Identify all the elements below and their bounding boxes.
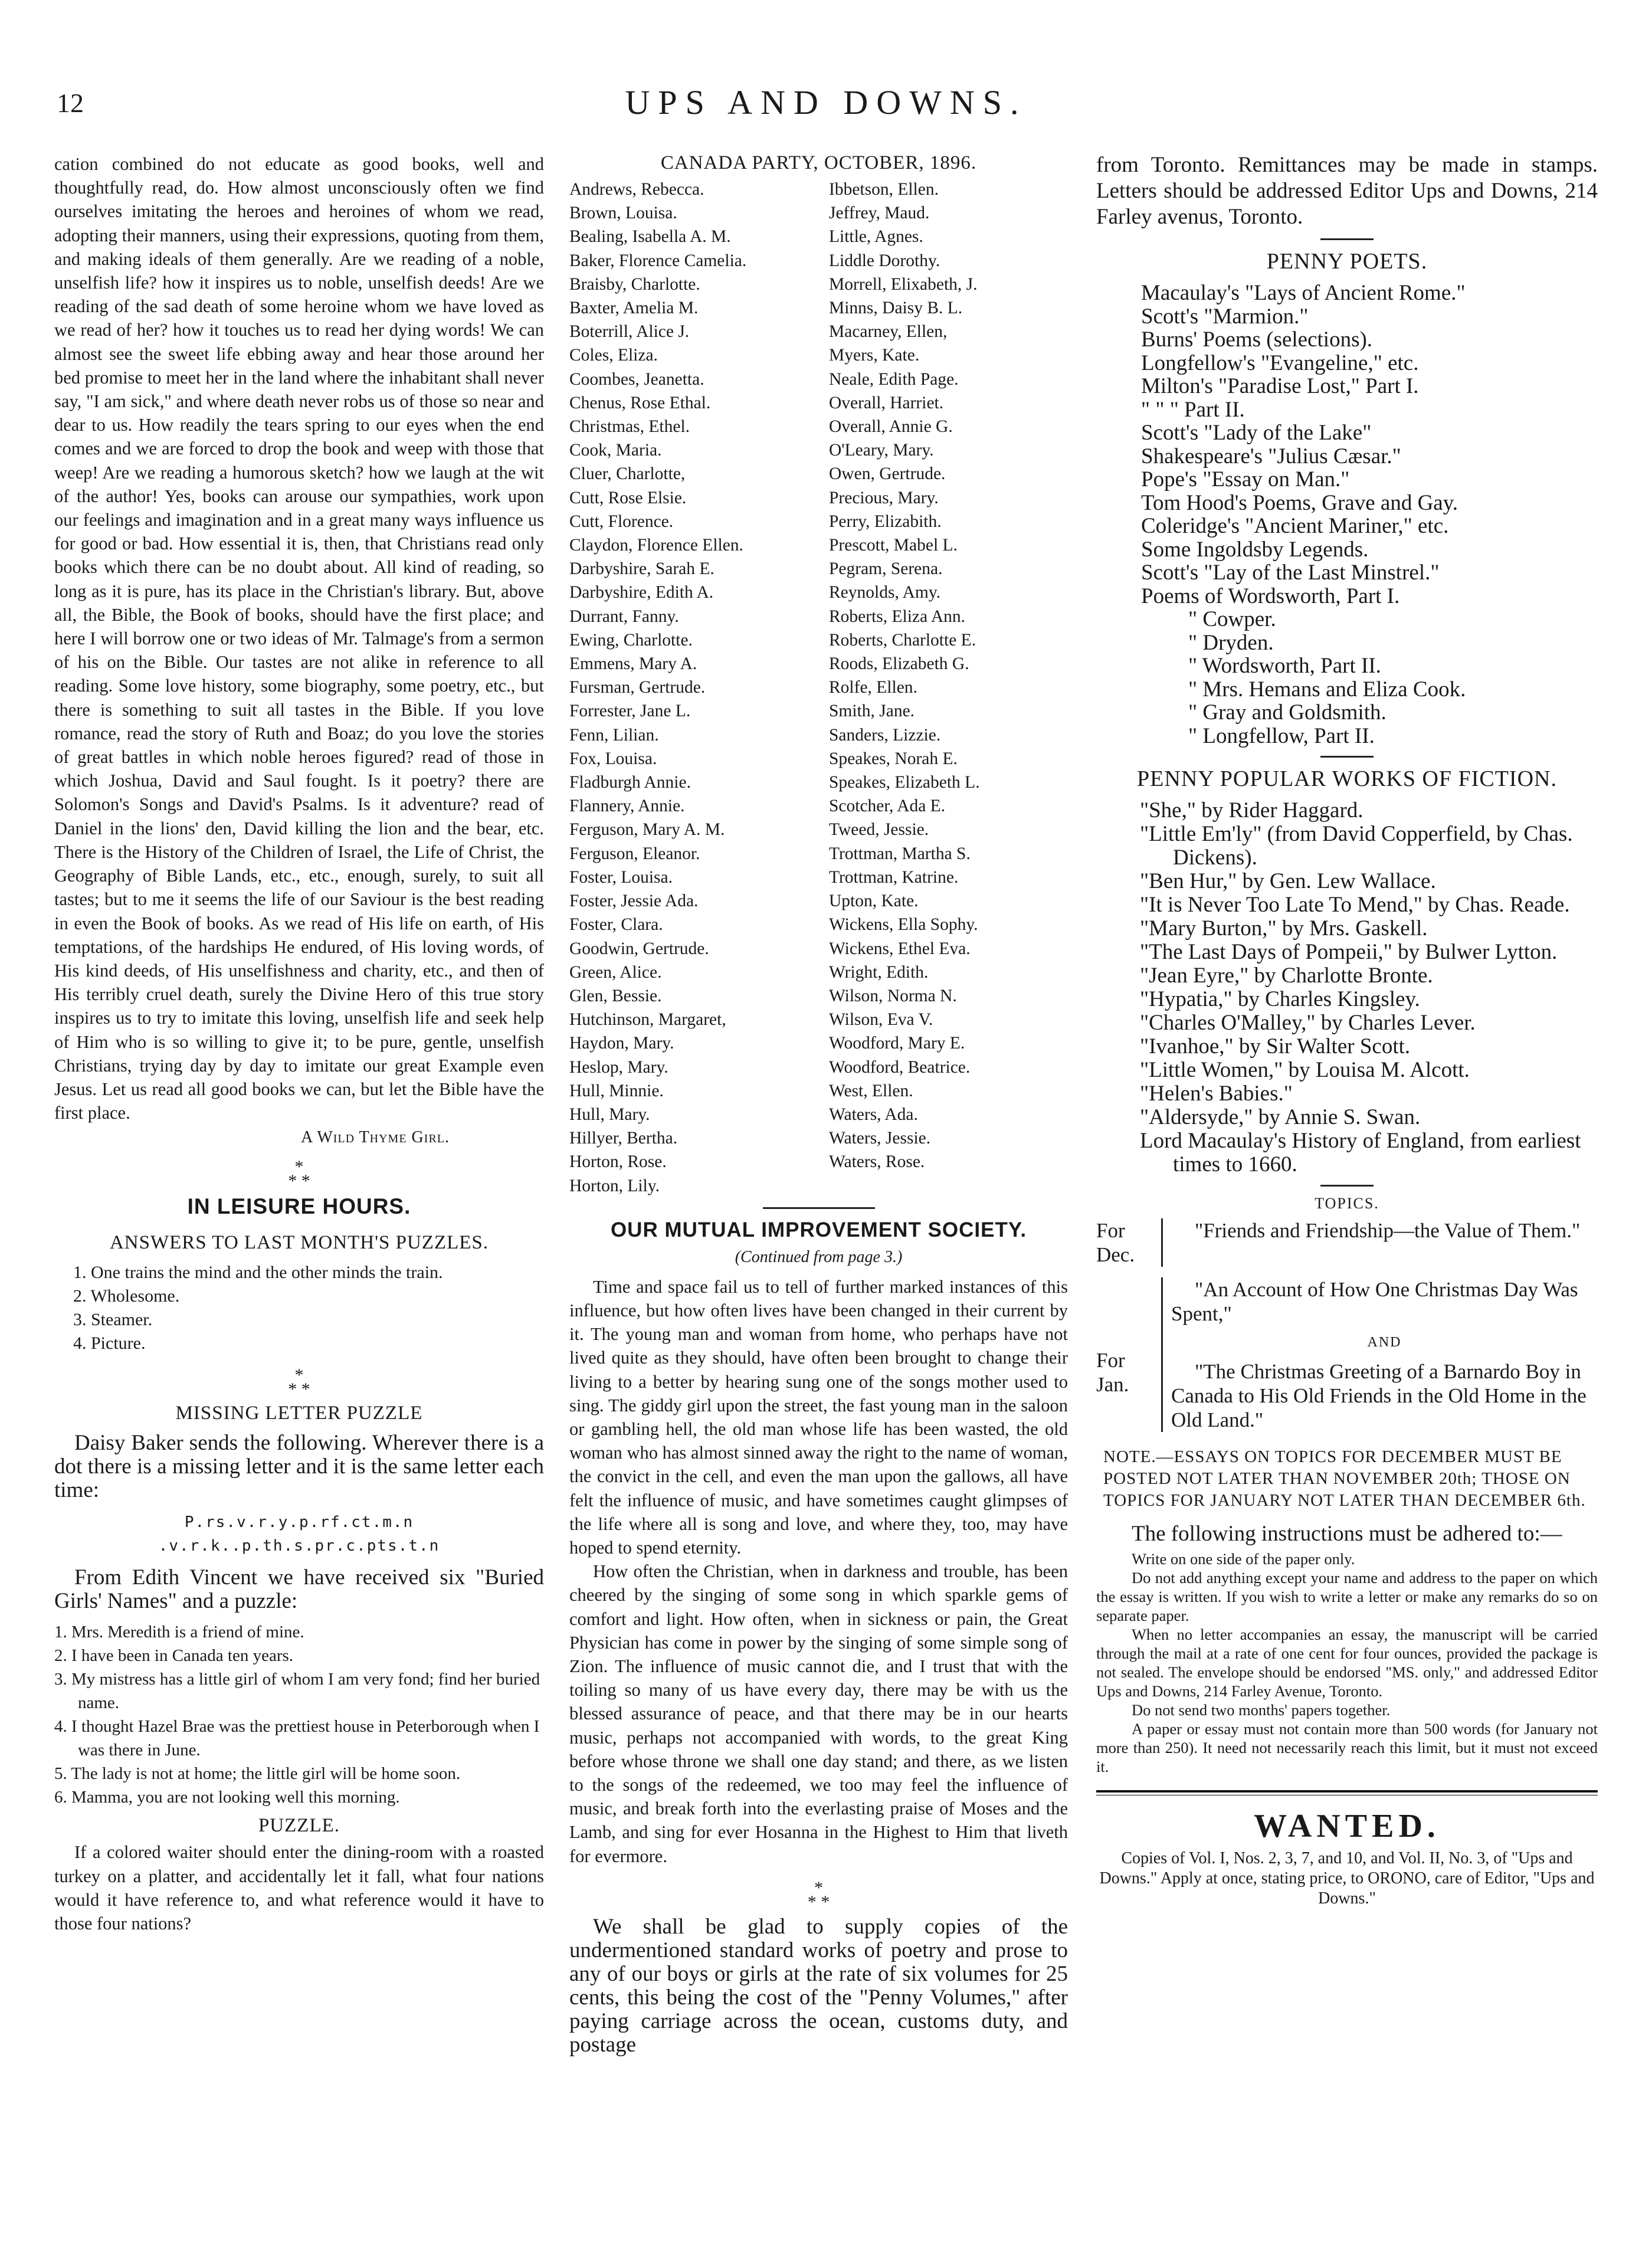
topic-month-label: For Dec. [1096,1219,1135,1266]
column-1 [54,152,544,1935]
list-item: Chenus, Rose Ethal. [569,393,711,412]
list-item: Roberts, Eliza Ann. [829,607,966,626]
list-item: " Mrs. Hemans and Eliza Cook. [1188,677,1466,702]
list-item: Coleridge's "Ancient Mariner," etc. [1141,514,1449,538]
list-item: Forrester, Jane L. [569,702,691,721]
list-item: "Aldersyde," by Annie S. Swan. [1140,1105,1421,1129]
list-item: Smith, Jane. [829,702,915,721]
list-item: "It is Never Too Late To Mend," by Chas. Reade. [1140,893,1570,917]
list-item: " " " Part II. [1141,397,1245,422]
deadline-note: NOTE.—ESSAYS ON TOPICS FOR DECEMBER MUST BE POSTED NOT LATER THAN NOVEMBER 20th; THOSE ON TOPICS FOR JANUARY NOT LATER THAN DECEMBER 6th. [1103,1447,1586,1510]
list-item: Woodford, Beatrice. [829,1057,971,1077]
list-item: Christmas, Ethel. [569,417,690,437]
topics-heading: TOPICS. [1315,1195,1379,1212]
list-item: Hull, Mary. [569,1105,650,1124]
list-item: 6. Mamma, you are not looking well this morning. [54,1788,400,1807]
section-divider [1320,756,1374,758]
list-item: 4. Picture. [73,1333,146,1354]
list-item: Fox, Louisa. [569,749,657,768]
instruction-item: Do not send two months' papers together. [1132,1701,1391,1719]
party-list-left [569,178,829,1198]
list-item: "Little Em'ly" (from David Copperfield, by Chas. Dickens). [1140,822,1573,870]
list-item: Coles, Eliza. [569,346,658,365]
list-item: Green, Alice. [569,962,662,982]
puzzle-heading: PUZZLE. [258,1815,340,1837]
party-list [569,178,1068,1198]
list-item: "Helen's Babies." [1140,1082,1293,1106]
list-item: Waters, Jessie. [829,1129,931,1148]
list-item: Myers, Kate. [829,346,920,365]
list-item: West, Ellen. [829,1081,913,1100]
instructions-list [1096,1549,1598,1776]
running-title: UPS AND DOWNS. [625,83,1027,122]
list-item: " Cowper. [1188,607,1276,631]
list-item: Some Ingoldsby Legends. [1141,537,1369,562]
list-item: Fursman, Gertrude. [569,678,706,697]
list-item: Darbyshire, Edith A. [569,583,714,602]
list-item: Roberts, Charlotte E. [829,630,976,650]
list-item: Woodford, Mary E. [829,1034,965,1053]
section-divider [763,1207,875,1209]
list-item: "She," by Rider Haggard. [1140,798,1363,822]
list-item: Morrell, Elixabeth, J. [829,274,978,294]
list-item: Ferguson, Eleanor. [569,844,700,863]
missing-letter-lines [54,1510,544,1558]
list-item: Foster, Louisa. [569,867,673,887]
list-item: 2. I have been in Canada ten years. [54,1646,294,1666]
poets-main-list [1141,281,1598,608]
list-item: Hillyer, Bertha. [569,1129,678,1148]
list-item: Sanders, Lizzie. [829,725,941,745]
list-item: 3. My mistress has a little girl of whom I am very fond; find her buried name. [54,1670,540,1713]
list-item: Liddle Dorothy. [829,251,940,270]
penny-poets-list [1096,281,1598,748]
wanted-heading: WANTED. [1254,1808,1440,1844]
topic-january [1096,1277,1598,1432]
list-item: Wright, Edith. [829,962,929,982]
list-item: Upton, Kate. [829,892,919,911]
list-item: Braisby, Charlotte. [569,274,700,294]
list-item: "Little Women," by Louisa M. Alcott. [1140,1058,1470,1082]
list-item: Prescott, Mabel L. [829,536,958,555]
page-number: 12 [57,88,84,118]
list-item: Speakes, Norah E. [829,749,958,768]
list-item: Horton, Rose. [569,1152,667,1172]
list-item: " Gray and Goldsmith. [1188,700,1386,725]
leisure-heading: IN LEISURE HOURS. [187,1194,411,1219]
asterism-ornament: * * * [288,1365,310,1400]
list-item: Lord Macaulay's History of England, from earliest times to 1660. [1140,1129,1581,1177]
party-list-right [829,178,1068,1198]
list-item: 1. One trains the mind and the other minds the train. [73,1263,443,1283]
list-item: Precious, Mary. [829,488,939,507]
wanted-divider [1096,1790,1598,1795]
list-item: Longfellow's "Evangeline," etc. [1141,350,1419,375]
list-item: Pope's "Essay on Man." [1141,467,1350,491]
instruction-item: When no letter accompanies an essay, the manuscript will be carried through the mail at a rate of one cent for four ounces, provided the package is not sealed. The envelope should be endorsed "MS. only," and addressed Editor Ups and Downs, 214 Farley Avenue, Toronto. [1096,1626,1598,1700]
list-item: Scott's "Lady of the Lake" [1141,421,1372,445]
continued-note: (Continued from page 3.) [735,1247,903,1266]
list-item: "Jean Eyre," by Charlotte Bronte. [1140,964,1433,988]
society-paragraph-1: Time and space fail us to tell of further marked instances of this influence, but how often lives have been changed in their current by it. The young man and woman from home, who perhaps have not lived quite as they should, have often been brought to change their living to a better by hearing sung one of the songs mother used to sing. The giddy girl upon the street, the fast young man in the saloon or gambling hell, the old man whose life has been wasted, the old woman who has almost sinned away the right to the name of woman, the convict in the cell, and even the man upon the gallows, all have felt the influence of music, and have sometimes caught glimpses of the life where all is song and love, and where they, too, may have hoped to spend eternity. [569,1276,1068,1558]
list-item: Scotcher, Ada E. [829,797,946,816]
list-item: Speakes, Elizabeth L. [829,773,980,792]
missing-letter-heading: MISSING LETTER PUZZLE [175,1402,423,1424]
essay-signature: A Wild Thyme Girl. [301,1128,450,1147]
list-item: 2. Wholesome. [73,1286,180,1306]
answers-heading: ANSWERS TO LAST MONTH'S PUZZLES. [109,1232,489,1254]
party-heading: CANADA PARTY, OCTOBER, 1896. [660,152,977,173]
list-item: Scott's "Lay of the Last Minstrel." [1141,561,1440,585]
list-item: 5. The lady is not at home; the little girl will be home soon. [54,1764,461,1784]
topic-december [1096,1218,1598,1267]
list-item: Tweed, Jessie. [829,820,929,840]
list-item: Minns, Daisy B. L. [829,299,963,318]
list-item: " Wordsworth, Part II. [1188,654,1381,678]
list-item: "Charles O'Malley," by Charles Lever. [1140,1011,1476,1035]
list-item: Claydon, Florence Ellen. [569,536,743,555]
list-item: Glen, Bessie. [569,986,662,1005]
list-item: Macarney, Ellen, [829,322,948,342]
section-divider [1320,238,1374,240]
list-item: Cutt, Florence. [569,512,674,531]
list-item: Trottman, Katrine. [829,867,959,887]
missing-letter-intro: Daisy Baker sends the following. Wherever there is a dot there is a missing letter and it is the same letter each time: [54,1431,544,1503]
list-item: Ferguson, Mary A. M. [569,820,725,840]
list-item: Little, Agnes. [829,227,923,247]
list-item: Foster, Jessie Ada. [569,892,699,911]
list-item: Wickens, Ella Sophy. [829,915,978,935]
list-item: Macaulay's "Lays of Ancient Rome." [1141,281,1466,305]
list-item: Heslop, Mary. [569,1057,668,1077]
list-item: Wilson, Eva V. [829,1010,933,1030]
puzzle-text: If a colored waiter should enter the dining-room with a roasted turkey on a platter, and accidentally let it fall, what four nations would it have reference to, and what reference would it have to those four nations? [54,1842,544,1934]
list-item: Hutchinson, Margaret, [569,1010,726,1030]
list-item: Baxter, Amelia M. [569,299,699,318]
list-item: Reynolds, Amy. [829,583,941,602]
list-item: Shakespeare's "Julius Cæsar." [1141,444,1401,468]
list-item: Goodwin, Gertrude. [569,939,709,958]
wanted-text: Copies of Vol. I, Nos. 2, 3, 7, and 10, and Vol. II, No. 3, of "Ups and Downs." Apply at once, stating price, to ORONO, care of Editor, "Ups and Downs." [1099,1849,1595,1908]
topic-text: "Friends and Friendship—the Value of Them." [1161,1218,1580,1267]
topic-and: AND [1367,1335,1402,1350]
vincent-intro: From Edith Vincent we have received six "Buried Girls' Names" and a puzzle: [54,1565,544,1614]
list-item: Durrant, Fanny. [569,607,679,626]
list-item: Horton, Lily. [569,1176,660,1195]
instruction-item: A paper or essay must not contain more than 500 words (for January not more than 250). It need not necessarily reach this limit, but it must not exceed it. [1096,1720,1598,1775]
instruction-item: Do not add anything except your name and address to the paper on which the essay is written. If you wish to write a letter or make any remarks do so on separate paper. [1096,1569,1598,1624]
supply-paragraph: We shall be glad to supply copies of the undermentioned standard works of poetry and prose to any of our boys or girls at the rate of six volumes for 25 cents, this being the cost of the "Penny Volumes," after paying carriage across the ocean, customs duty, and postage [569,1914,1068,2057]
list-item: Bealing, Isabella A. M. [569,227,731,247]
list-item: Burns' Poems (selections). [1141,327,1373,352]
list-item: Overall, Harriet. [829,393,944,412]
list-item: Wilson, Norma N. [829,986,957,1005]
list-item: Rolfe, Ellen. [829,678,917,697]
society-heading: OUR MUTUAL IMPROVEMENT SOCIETY. [610,1218,1027,1241]
list-item: O'Leary, Mary. [829,441,934,460]
poets-sub-list [1141,608,1598,748]
list-item: 4. I thought Hazel Brae was the prettiest house in Peterborough when I was there in June. [54,1717,540,1760]
list-item: Cutt, Rose Elsie. [569,488,687,507]
list-item: Coombes, Jeanetta. [569,369,704,389]
list-item: Fladburgh Annie. [569,773,691,792]
list-item: Overall, Annie G. [829,417,953,437]
list-item: "Hypatia," by Charles Kingsley. [1140,987,1420,1011]
topics-block [1096,1218,1598,1432]
column-2 [569,152,1068,2057]
list-item: Baker, Florence Camelia. [569,251,747,270]
buried-names-list [54,1620,544,1809]
list-item: Wickens, Ethel Eva. [829,939,971,958]
topic-text: "The Christmas Greeting of a Barnardo Boy in Canada to His Old Friends in the Old Home in the Old Land." [1171,1360,1587,1431]
puzzle-line: P.rs.v.r.y.p.rf.ct.m.n [184,1513,414,1532]
remittance-paragraph: from Toronto. Remittances may be made in stamps. Letters should be addressed Editor Ups and Downs, 214 Farley avenus, Toronto. [1096,153,1598,229]
list-item: Jeffrey, Maud. [829,204,930,223]
list-item: Darbyshire, Sarah E. [569,559,714,579]
answers-list [54,1261,544,1355]
list-item: Andrews, Rebecca. [569,180,704,199]
list-item: Ibbetson, Ellen. [829,180,939,199]
essay-paragraph: cation combined do not educate as good books, well and thoughtfully read, do. How almost unconsciously often we find ourselves imitating the heroes and heroines of whom we read, adopting their manners, using their expressions, quoting from them, and making ideals of them generally. Are we reading of a noble, unselfish life? how it inspires us to noble, unselfish deeds! Are we reading of the sad death of some heroine whom we have loved as we read of her? how it touches us to read her dying words! We can almost see the sweet life ebbing away and hear those around her bed promise to meet her in the land where the inhabitant shall never say, "I am sick," and where death never robs us of those so near and dear to us. How readily the tears spring to our eyes when the end comes and we are forced to drop the book and weep with those that weep! Are we reading a humorous sketch? how we laugh at the wit of the author! Yes, books can arouse our sympathies, work upon our feelings and imagination and in a great many ways influence us for good or bad. How essential it is, then, that Christians read only books which there can be no doubt about. All kind of reading, so long as it is pure, has its place in the Christian's library. But, above all, the Bible, the Book of books, should have the first place; and here I will borrow one or two ideas of Mr. Talmage's from a sermon of his on the Bible. Our tastes are not alike in reference to all reading. Some love history, some biography, some poetry, etc., but there is something to suit all tastes in the Bible. If you love romance, read the story of Ruth and Boaz; do you love the stories of great battles in which noble heroes figured? read of those in which Joshua, David and Saul fought. Is it poetry? there are Solomon's Songs and David's Psalms. Is it adventure? read of Daniel in the lions' den, David killing the lion and the bear, etc. There is the History of the Children of Israel, the Life of Christ, the Geography of Bible Lands, etc., etc., enough, surely, to suit all tastes; but to me it seems the life of our Saviour is the best reading in even the Book of books. As we read of His life on earth, of His temptations, of the hardships He endured, of His loving words, of His kind deeds, of His unselfishness and charity, etc., and then of His terribly cruel death, surely the Divine Hero of this true story inspires us to try to imitate this loving, unselfish life and seek help of Him who is so willing to give it; to be pure, gentle, unselfish Christians, trying day by day to imitate our great Example even Jesus. Let us read all good books we can, but let the Bible have the first place. [54,154,544,1123]
list-item: Cook, Maria. [569,441,662,460]
fiction-heading: PENNY POPULAR WORKS OF FICTION. [1137,766,1557,791]
list-item: Ewing, Charlotte. [569,630,693,650]
list-item: Foster, Clara. [569,915,663,935]
list-item: Hull, Minnie. [569,1081,664,1100]
list-item: 1. Mrs. Meredith is a friend of mine. [54,1623,304,1642]
column-3 [1096,152,1598,1909]
list-item: Haydon, Mary. [569,1034,674,1053]
list-item: Waters, Rose. [829,1152,925,1172]
list-item: Poems of Wordsworth, Part I. [1141,584,1400,608]
list-item: Neale, Edith Page. [829,369,959,389]
list-item: "The Last Days of Pompeii," by Bulwer Lytton. [1140,940,1558,964]
section-divider [1320,1185,1374,1187]
list-item: Pegram, Serena. [829,559,943,579]
list-item: Flannery, Annie. [569,797,685,816]
list-item: Tom Hood's Poems, Grave and Gay. [1141,490,1458,515]
list-item: " Dryden. [1188,630,1274,655]
list-item: " Longfellow, Part II. [1188,723,1375,748]
list-item: "Mary Burton," by Mrs. Gaskell. [1140,916,1428,941]
instruction-item: Write on one side of the paper only. [1132,1550,1355,1568]
list-item: Milton's "Paradise Lost," Part I. [1141,374,1419,398]
list-item: Emmens, Mary A. [569,654,697,674]
list-item: "Ben Hur," by Gen. Lew Wallace. [1140,869,1436,893]
topic-january-texts [1161,1277,1598,1432]
penny-poets-heading: PENNY POETS. [1266,249,1428,274]
asterism-ornament: * * * [807,1877,830,1912]
topic-month-label: For Jan. [1096,1349,1129,1396]
topic-text: "An Account of How One Christmas Day Was Spent," [1171,1278,1578,1325]
list-item: Fenn, Lilian. [569,725,659,745]
list-item: 3. Steamer. [73,1310,153,1330]
list-item: Boterrill, Alice J. [569,322,690,342]
list-item: Roods, Elizabeth G. [829,654,969,674]
list-item: Waters, Ada. [829,1105,918,1124]
puzzle-line: .v.r.k..p.th.s.pr.c.pts.t.n [158,1537,440,1555]
list-item: Trottman, Martha S. [829,844,971,863]
fiction-list [1096,799,1598,1177]
list-item: Perry, Elizabith. [829,512,942,531]
list-item: Scott's "Marmion." [1141,304,1309,329]
list-item: Cluer, Charlotte, [569,464,686,484]
list-item: Owen, Gertrude. [829,464,946,484]
list-item: Brown, Louisa. [569,204,677,223]
instructions-intro: The following instructions must be adhered to:— [1132,1522,1562,1546]
society-paragraph-2: How often the Christian, when in darkness and trouble, has been cheered by the singing of some song in which sparkle gems of comfort and light. How often, when in sickness or pain, the Great Physician has come in power by the singing of some simple song of Zion. The influence of music cannot die, and I trust that with the toiling so many of us have every day, there may be with us the blessed assurance of peace, and that there may be in our hearts music, perhaps not accompanied with words, to the great King before whose throne we shall one day stand; and there, as we listen to the songs of the redeemed, we too may feel the influence of music, and break forth into the everlasting praise of Moses and the Lamb, and sing for ever Hosanna in the Highest to Him that liveth for evermore. [569,1561,1068,1866]
list-item: "Ivanhoe," by Sir Walter Scott. [1140,1034,1411,1059]
asterism-ornament: * * * [288,1157,310,1191]
